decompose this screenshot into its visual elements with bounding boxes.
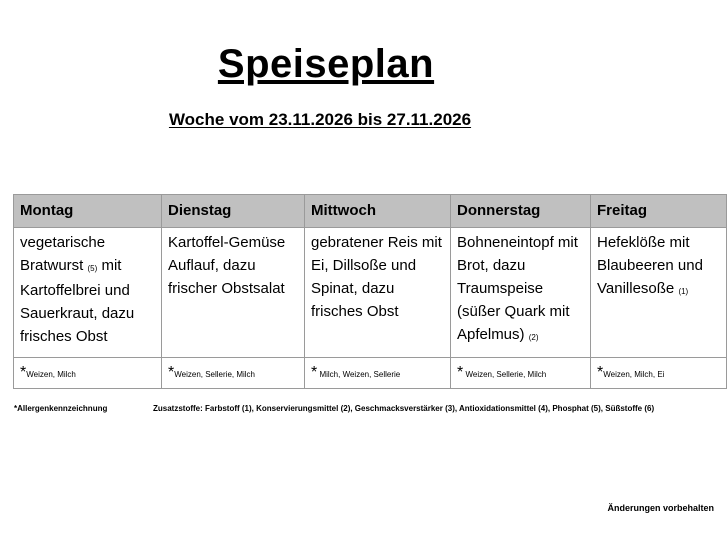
dish-text: vegetarische Bratwurst <box>20 234 106 274</box>
allergen-legend-label: *Allergenkennzeichnung <box>14 404 108 413</box>
allergen-asterisk: * <box>20 364 27 381</box>
dish-wednesday <box>305 228 451 358</box>
allergen-text: Weizen, Milch <box>26 370 76 379</box>
dish-thursday <box>451 228 591 358</box>
allergen-text: Weizen, Milch, Ei <box>603 370 665 379</box>
dish-monday <box>14 228 162 358</box>
allergen-asterisk: * <box>311 364 318 381</box>
additive-ref: (1) <box>678 287 689 296</box>
dish-text: gebratener Reis mit Ei, Dillsoße und Spinat, dazu frisches Obst <box>311 234 442 320</box>
dish-text: mit Kartoffelbrei und Sauerkraut, dazu frisches Obst <box>20 257 135 345</box>
menu-table <box>13 194 727 389</box>
allergens-thursday <box>451 358 591 389</box>
allergens-monday <box>14 358 162 389</box>
allergen-asterisk: * <box>597 364 604 381</box>
dish-tuesday <box>162 228 305 358</box>
allergen-row <box>14 358 727 389</box>
dish-friday <box>591 228 727 358</box>
allergens-wednesday <box>305 358 451 389</box>
day-header-tuesday: Dienstag <box>162 195 305 228</box>
dish-text: Bohneneintopf mit Brot, dazu Traumspeise (süßer Quark mit Apfelmus) <box>457 234 578 343</box>
allergen-text: Weizen, Sellerie, Milch <box>174 370 256 379</box>
week-range: Woche vom 23.11.2026 bis 27.11.2026 <box>168 110 472 129</box>
dish-text: Kartoffel-Gemüse Auflauf, dazu frischer Obstsalat <box>168 234 286 297</box>
allergen-text: Weizen, Sellerie, Milch <box>463 370 547 379</box>
day-header-row <box>14 195 727 228</box>
changes-disclaimer: Änderungen vorbehalten <box>607 503 714 513</box>
allergens-friday <box>591 358 727 389</box>
dish-row <box>14 228 727 358</box>
day-header-thursday: Donnerstag <box>451 195 591 228</box>
additives-legend: Zusatzstoffe: Farbstoff (1), Konservierungsmittel (2), Geschmacksverstärker (3), Antioxidationsmittel (4), Phosphat (5), Süßstoffe (6) <box>153 404 655 413</box>
day-header-friday: Freitag <box>591 195 727 228</box>
page-title: Speiseplan <box>217 42 435 86</box>
additive-ref: (2) <box>528 333 539 342</box>
allergen-asterisk: * <box>168 364 175 381</box>
dish-text: Hefeklöße mit Blaubeeren und Vanillesoße <box>597 234 703 297</box>
allergen-text: Milch, Weizen, Sellerie <box>317 370 401 379</box>
day-header-wednesday: Mittwoch <box>305 195 451 228</box>
day-header-monday: Montag <box>14 195 162 228</box>
allergen-asterisk: * <box>457 364 464 381</box>
additive-ref: (5) <box>87 264 98 273</box>
allergens-tuesday <box>162 358 305 389</box>
